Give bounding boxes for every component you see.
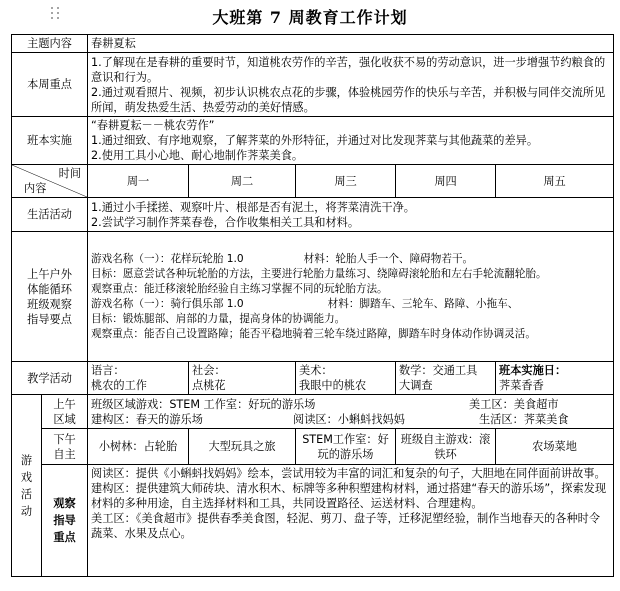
day-friday: 周五 (496, 165, 614, 198)
class-practice-line: 1.通过细致、有序地观察，了解荠菜的外形特征，并通过对比发现荠菜与其他蔬菜的差异。 (91, 134, 539, 147)
day-wednesday: 周三 (296, 165, 396, 198)
outdoor-game1: 游戏名称（一）：花样玩轮胎 1.0 材料：轮胎人手一个、障碍物若干。 (91, 252, 474, 265)
header-diagonal-cell (12, 165, 88, 198)
outdoor-label: 上午户外 体能循环 班级观察 指导要点 (12, 232, 88, 362)
games-morning-row (12, 395, 614, 429)
class-practice-row (12, 117, 614, 165)
afternoon-item: 小树林：占轮胎 (88, 429, 189, 465)
focus-line: 1.了解现在是春耕的重要时节，知道桃农劳作的辛苦，强化收获不易的劳动意识，进一步增强节约粮食的意识和行为。 (91, 55, 606, 84)
morning-area-label: 上午 区域 (42, 395, 88, 429)
observe-line: 建构区：提供建筑大师砖块、清水积木、标牌等多种积塑建构材料，通过搭建“春天的游乐场”，探索发现材料的多种用途，自主选择材料和工具，共同设置路径、运送材料、合理建构。 (91, 482, 607, 510)
outdoor-goal1: 目标：愿意尝试各种玩轮胎的方法，主要进行轮胎力量练习、绕障碍滚轮胎和左右手轮流翻轮胎。 (91, 267, 547, 280)
afternoon-item: STEM工作室：好玩的游乐场 (296, 429, 396, 465)
day-tuesday: 周二 (189, 165, 296, 198)
observe-line: 阅读区：提供《小蝌蚪找妈妈》绘本，尝试用较为丰富的词汇和复杂的句子，大胆地在同伴面前讲故事。 (91, 467, 606, 480)
class-practice-label: 班本实施 (12, 117, 88, 165)
focus-row (12, 53, 614, 117)
life-label: 生活活动 (12, 198, 88, 232)
class-practice-line: 2.使用工具小心地、耐心地制作荠菜美食。 (91, 149, 304, 162)
morning-area-row1: 班级区域游戏：STEM 工作室：好玩的游乐场 美工区：美食超市 (91, 397, 559, 411)
outdoor-obs2: 观察重点：能否自己设置路障；能否平稳地骑着三轮车绕过路障，脚踏车时身体动作协调灵活。 (91, 327, 536, 340)
observe-line: 美工区：《美食超市》提供春季美食图，轻泥、剪刀、盘子等，迁移泥塑经验，制作当地春天的各种时令蔬菜、水果及点心。 (91, 512, 601, 540)
outdoor-game2: 游戏名称（一）：骑行俱乐部 1.0 材料：脚踏车、三轮车、路障、小拖车、 (91, 297, 519, 310)
outdoor-obs1: 观察重点：能迁移滚轮胎经验自主练习掌握不同的玩轮胎方法。 (91, 282, 388, 295)
focus-label: 本周重点 (12, 53, 88, 117)
theme-row (12, 35, 614, 53)
afternoon-item: 大型玩具之旅 (189, 429, 296, 465)
teaching-item-highlight: 班本实施日： 荠菜香香 (496, 362, 614, 395)
teaching-label: 教学活动 (12, 362, 88, 395)
games-afternoon-row (12, 429, 614, 465)
day-thursday: 周四 (396, 165, 496, 198)
class-practice-line: “春耕夏耘－－桃农劳作” (91, 119, 215, 132)
header-time-label: 时间 (58, 167, 82, 180)
focus-line: 2.通过观看照片、视频，初步认识桃农点花的步骤，体验桃园劳作的快乐与辛苦，并积极与同伴交流所见所闻，萌发热爱生活、热爱劳动的美好情感。 (91, 85, 606, 114)
outdoor-goal2: 目标：锻炼腿部、肩部的力量，提高身体的协调能力。 (91, 312, 346, 325)
teaching-item: 语言： 桃农的工作 (88, 362, 189, 395)
life-row (12, 198, 614, 232)
outdoor-row (12, 232, 614, 362)
day-monday: 周一 (88, 165, 189, 198)
plan-table (11, 34, 614, 577)
header-content-label: 内容 (24, 182, 47, 195)
life-line: 2.尝试学习制作荠菜春卷，合作收集相关工具和材料。 (91, 215, 360, 229)
header-row (12, 165, 614, 198)
games-label: 游 戏 活 动 (12, 395, 42, 577)
theme-value: 春耕夏耘 (88, 35, 614, 53)
afternoon-label: 下午 自主 (42, 429, 88, 465)
page-title: 大班第 7 周教育工作计划 (212, 8, 408, 27)
teaching-item: 数学：交通工具 大调查 (396, 362, 496, 395)
teaching-item: 社会： 点桃花 (189, 362, 296, 395)
teaching-row (12, 362, 614, 395)
afternoon-item: 班级自主游戏：滚铁环 (396, 429, 496, 465)
games-observe-row (12, 465, 614, 577)
observe-label: 观察 指导 重点 (42, 465, 88, 577)
afternoon-item: 农场菜地 (496, 429, 614, 465)
theme-label: 主题内容 (12, 35, 88, 53)
life-line: 1.通过小手揉搓、观察叶片、根部是否有泥土，将荠菜清洗干净。 (91, 200, 415, 214)
morning-area-row2: 建构区：春天的游乐场 阅读区：小蝌蚪找妈妈 生活区：荠菜美食 (91, 412, 569, 426)
teaching-item: 美术： 我眼中的桃农 (296, 362, 396, 395)
